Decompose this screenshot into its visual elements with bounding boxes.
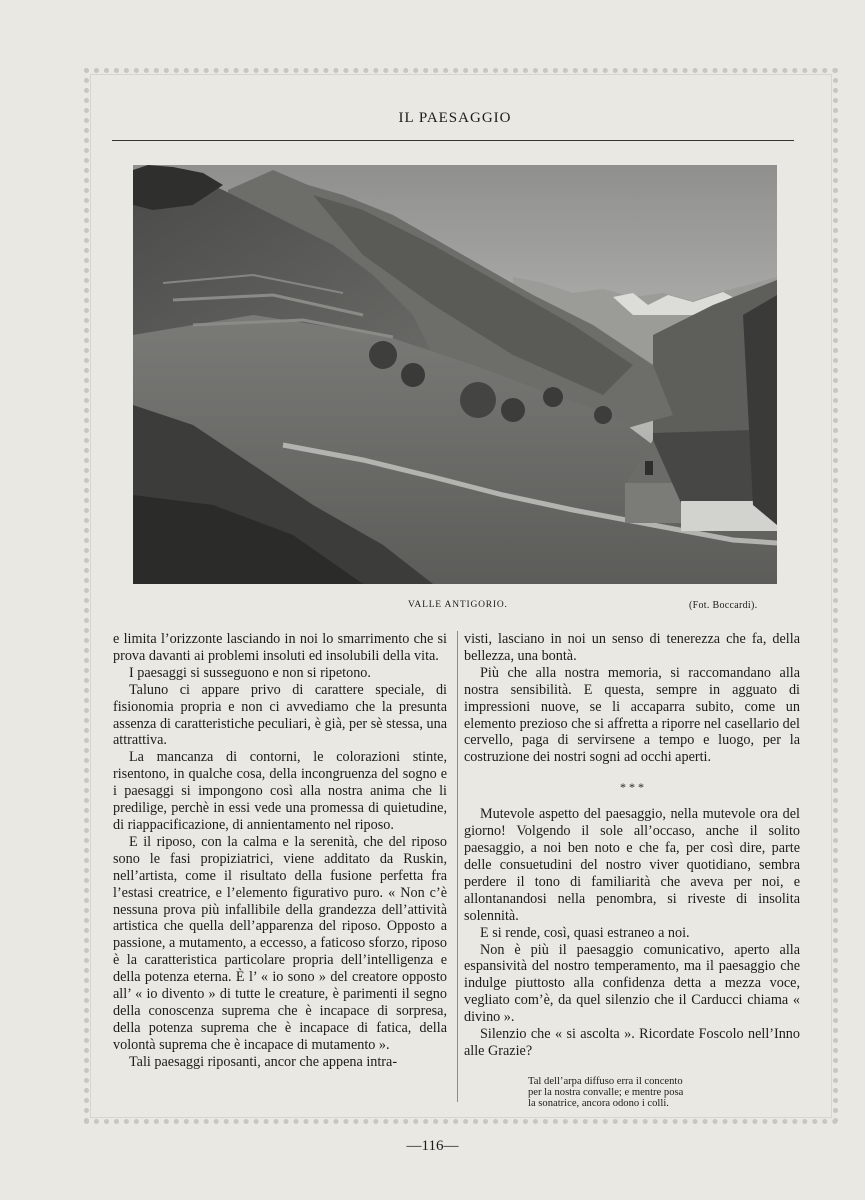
header-rule [112, 140, 794, 141]
paragraph: La mancanza di contorni, le colorazioni stinte, risentono, in qualche cosa, della incongruenza del sogno e i paesaggi si impongono così alla nostra anima che li predilige, perchè in essi vede una promessa di quietudine, di riappacificazione, di annientamento nel riposo. [113, 749, 447, 833]
paragraph: Silenzio che « si ascolta ». Ricordate Foscolo nell’Inno alle Grazie? [464, 1026, 800, 1059]
paragraph: Non è più il paesaggio comunicativo, aperto alla espansività del nostro temperamento, ma il paesaggio che indulge piuttosto alla confidenza detta a mezza voce, vegliato com’è, da quel silenzio che il Carducci chiama « divino ». [464, 941, 800, 1026]
poem-line: la sonatrice, ancora odono i colli. [528, 1098, 669, 1110]
paragraph: Mutevole aspetto del paesaggio, nella mutevole ora del giorno! Volgendo il sole all’occaso, anche il solito paesaggio, a noi ben noto e che fa, per così dire, parte delle consuetudini del nostro viver quotidiano, sembra perdere il tono di familiarità che aveva per noi, e allontanandosi nella penombra, si riveste di insolita solennità. [464, 806, 800, 924]
paragraph: E il riposo, con la calma e la serenità, che del riposo sono le fasi propiziatrici, viene additato da Ruskin, nell’artista, come il risultato della fusione perfetta fra l’estasi creatrice, e l’elemento figurativo puro. « Non c’è nessuna prova più infallibile della grandezza dell’attività artistica che quella dell’apparenza del riposo. Opposto a passione, a mutamento, a eccesso, a faticoso sforzo, riposo è la caratteristica particolare propria dell’intelligenza e della potenza eterna. È l’ « io sono » del creatore opposto all’ « io divento » di tutte le creature, è parimenti il segno della conoscenza suprema che è incapace di sorpresa, della potenza suprema che è incapace di fatica, della volontà suprema che è incapace di mutamento ». [113, 833, 447, 1053]
left-column [113, 631, 447, 1071]
paragraph: E si rende, così, quasi estraneo a noi. [480, 924, 690, 941]
running-head: IL PAESAGGIO [398, 110, 512, 126]
paragraph: e limita l’orizzonte lasciando in noi lo smarrimento che si prova davanti ai problemi insoluti ed insolubili della vita. [113, 631, 447, 664]
paragraph: Taluno ci appare privo di carattere speciale, di fisionomia propria e non ci avvediamo che la presunta assenza di caratteristiche peculiari, è già, per sè stessa, una attrattiva. [113, 681, 447, 749]
paragraph: Tali paesaggi riposanti, ancor che appena intra- [129, 1053, 398, 1070]
section-break-asterism: * * * [620, 780, 644, 795]
page-number: —116— [406, 1138, 459, 1154]
photo-caption: VALLE ANTIGORIO. [408, 600, 508, 610]
poem-quotation [528, 1076, 800, 1110]
paragraph: visti, lasciano in noi un senso di tenerezza che fa, della bellezza, una bontà. [464, 631, 800, 664]
poem-line: Tal dell’arpa diffuso erra il concento [528, 1075, 683, 1087]
poem-line: per la nostra convalle; e mentre posa [528, 1087, 684, 1099]
column-divider [457, 631, 458, 1102]
paragraph: Più che alla nostra memoria, si raccomandano alla nostra sensibilità. E questa, sempre in agguato di impressioni nuove, se li accaparra subito, come un elemento prezioso che si affretta a riporre nel casellario del cervello, paga di servirsene a tempo e luogo, per la costruzione dei nostri sogni ad occhi aperti. [464, 664, 800, 766]
paragraph: I paesaggi si susseguono e non si ripetono. [129, 664, 371, 681]
photo-credit: (Fot. Boccardi). [689, 600, 758, 611]
valley-photograph [133, 165, 777, 584]
right-column [464, 631, 800, 1110]
